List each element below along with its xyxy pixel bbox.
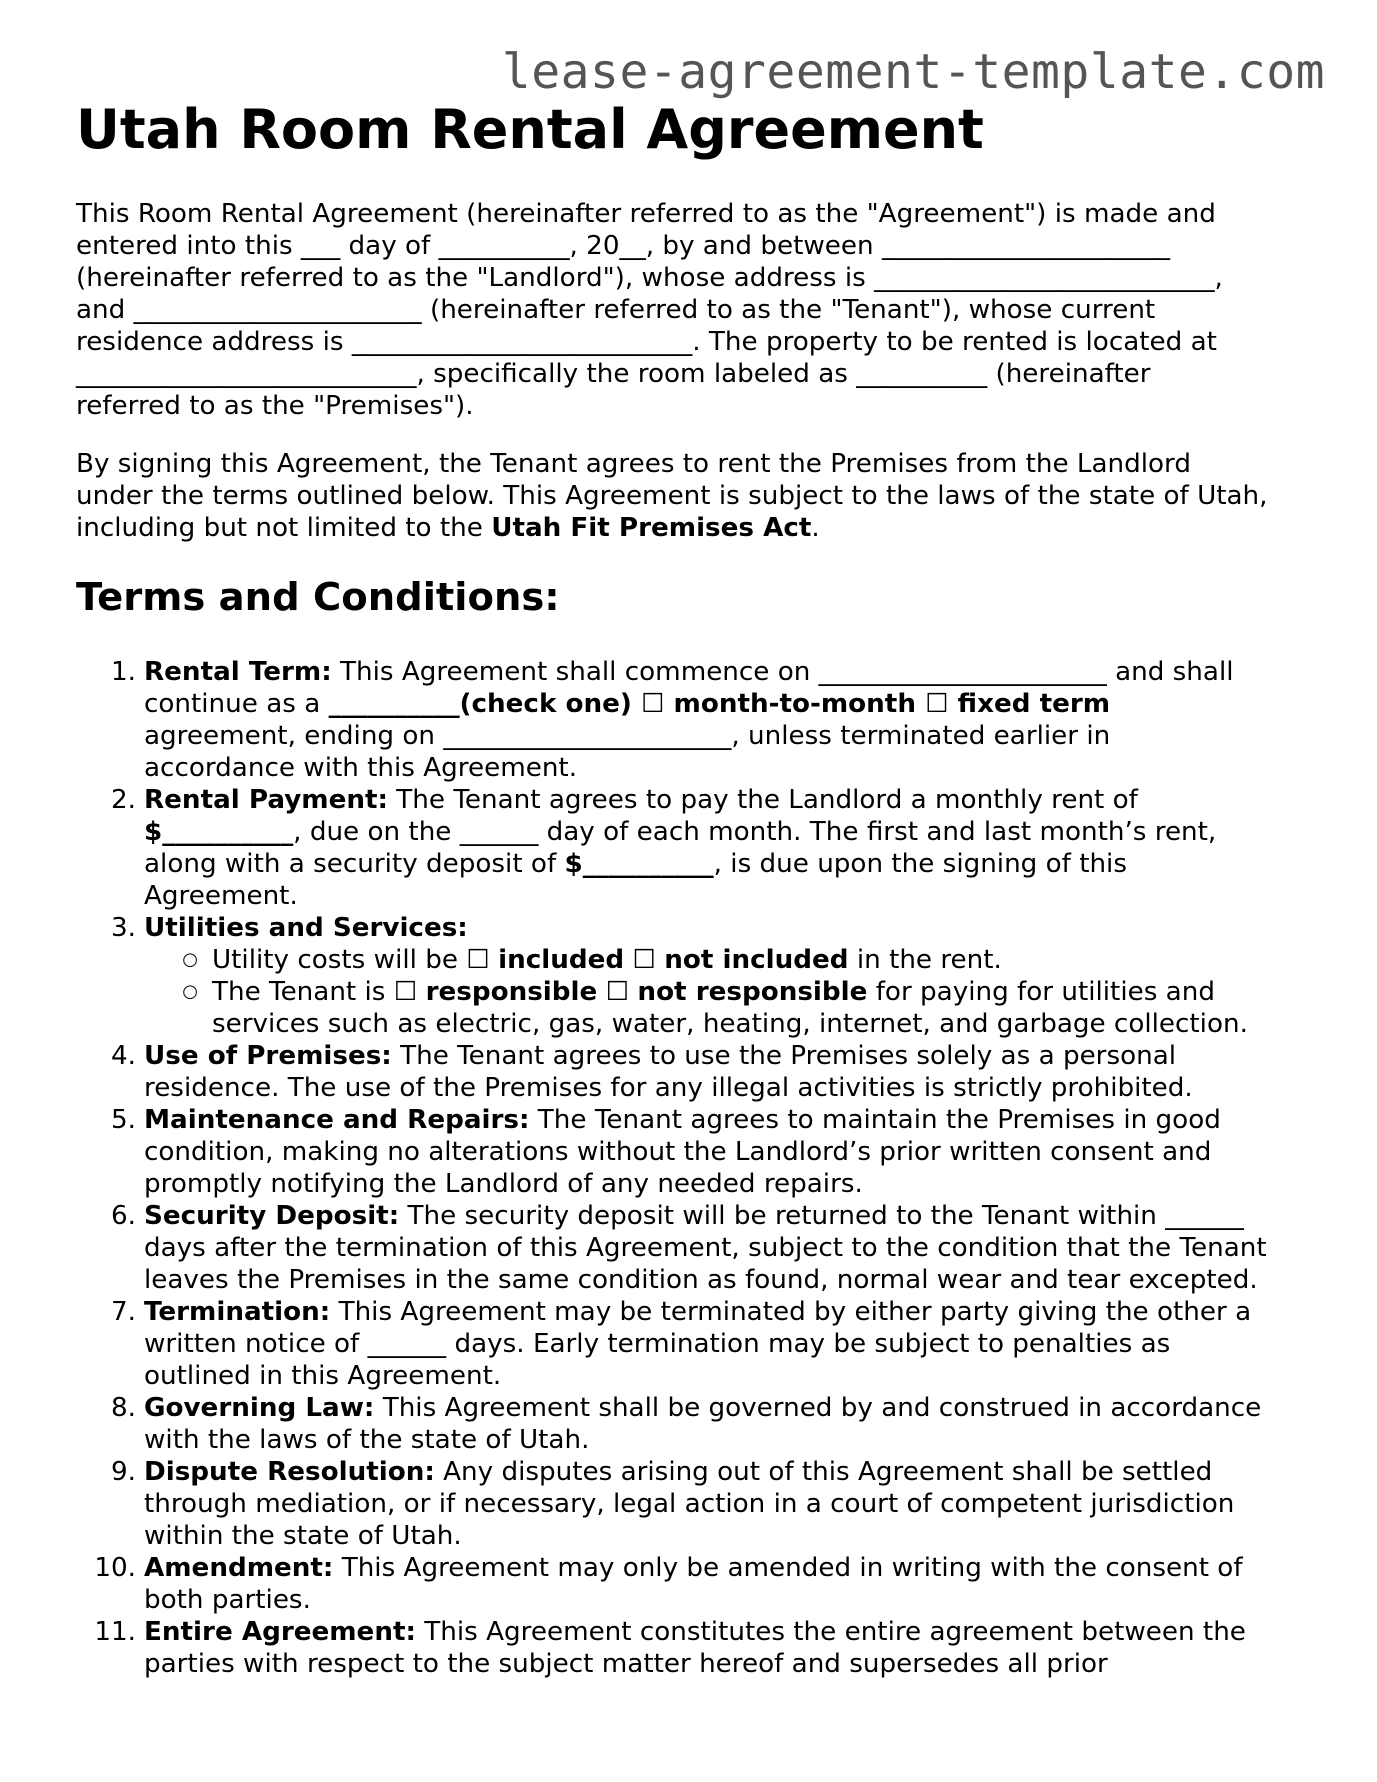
terms-heading: Terms and Conditions: [76, 575, 560, 620]
deposit-amount-blank: $__________ [564, 849, 714, 879]
term-text: This Agreement shall be governed by and construed in accordance [374, 1393, 1262, 1423]
term-rental-term [76, 656, 1316, 784]
term-text: within the state of Utah. [144, 1521, 462, 1551]
term-utilities [76, 912, 1316, 1040]
term-text: Any disputes arising out of this Agreement shall be settled [434, 1457, 1213, 1487]
term-text: Agreement. [144, 881, 298, 911]
term-text: Utility costs will be ☐ [212, 945, 499, 975]
term-amendment [76, 1552, 1316, 1616]
term-text: accordance with this Agreement. [144, 753, 578, 783]
term-text: both parties. [144, 1585, 311, 1615]
term-entire-agreement [76, 1616, 1316, 1680]
term-body [136, 656, 1316, 784]
option-not-included: not included [664, 945, 849, 975]
term-number: 11. [94, 1617, 136, 1647]
term-number: 9. [111, 1457, 136, 1487]
term-text: This Agreement may only be amended in writing with the consent of [333, 1553, 1243, 1583]
term-text: written notice of ______ days. Early termination may be subject to penalties as [144, 1329, 1171, 1359]
list-item-text [212, 944, 1316, 976]
agreement-line: under the terms outlined below. This Agreement is subject to the laws of the state of Utah, [76, 481, 1268, 511]
term-number: 3. [111, 913, 136, 943]
term-number: 8. [111, 1393, 136, 1423]
term-title: Rental Term: [144, 657, 332, 687]
term-text: residence. The use of the Premises for any illegal activities is strictly prohibited. [144, 1073, 1193, 1103]
circle-bullet-icon: ○ [182, 949, 198, 970]
term-body [136, 1296, 1316, 1392]
option-not-responsible: not responsible [637, 977, 868, 1007]
term-text: , due on the ______ day of each month. The first and last month’s rent, [293, 817, 1217, 847]
term-body [136, 1200, 1316, 1296]
term-text: through mediation, or if necessary, legal action in a court of competent jurisdiction [144, 1489, 1235, 1519]
intro-line: residence address is __________________________. The property to be rented is located at [76, 327, 1217, 357]
intro-line: This Room Rental Agreement (hereinafter referred to as the "Agreement") is made and [76, 199, 1216, 229]
term-title: Amendment: [144, 1553, 334, 1583]
term-text: The Tenant agrees to pay the Landlord a monthly rent of [387, 785, 1138, 815]
term-title: Rental Payment: [144, 785, 388, 815]
intro-line: (hereinafter referred to as the "Landlord"), whose address is __________________________, [76, 263, 1223, 293]
option-responsible: responsible [425, 977, 598, 1007]
document-title: Utah Room Rental Agreement [76, 98, 984, 161]
term-title: Dispute Resolution: [144, 1457, 435, 1487]
term-body [136, 1040, 1316, 1104]
list-item-text [212, 976, 1316, 1040]
term-governing-law [76, 1392, 1316, 1456]
term-type-options: __________(check one) ☐ month-to-month ☐ fixed term [328, 689, 1111, 719]
term-body [136, 1104, 1316, 1200]
term-body [136, 1456, 1316, 1552]
term-text: continue as a [144, 689, 329, 719]
term-title: Use of Premises: [144, 1041, 392, 1071]
term-number: 4. [111, 1041, 136, 1071]
site-watermark: lease-agreement-template.com [501, 44, 1325, 100]
term-text: This Agreement shall commence on ______________________ and shall [331, 657, 1234, 687]
utah-fit-premises-act: Utah Fit Premises Act [491, 513, 812, 543]
term-body [136, 784, 1316, 912]
term-text: The security deposit will be returned to the Tenant within ______ [399, 1201, 1244, 1231]
term-text: parties with respect to the subject matter hereof and supersedes all prior [144, 1649, 1108, 1679]
term-text: , is due upon the signing of this [713, 849, 1127, 879]
circle-bullet-icon: ○ [182, 981, 198, 1002]
agreement-line-suffix: . [811, 513, 820, 543]
term-text: outlined in this Agreement. [144, 1361, 502, 1391]
term-title: Governing Law: [144, 1393, 375, 1423]
term-text: in the rent. [848, 945, 1002, 975]
term-body [136, 1616, 1316, 1680]
agreement-line: By signing this Agreement, the Tenant agrees to rent the Premises from the Landlord [76, 449, 1191, 479]
rent-amount-blank: $__________ [144, 817, 294, 847]
term-number: 6. [111, 1201, 136, 1231]
term-text: This Agreement constitutes the entire agreement between the [415, 1617, 1246, 1647]
term-text: leaves the Premises in the same condition as found, normal wear and tear excepted. [144, 1265, 1258, 1295]
term-title: Security Deposit: [144, 1201, 400, 1231]
term-text: promptly notifying the Landlord of any needed repairs. [144, 1169, 863, 1199]
term-title: Entire Agreement: [144, 1617, 416, 1647]
term-body [136, 912, 1316, 1040]
term-termination [76, 1296, 1316, 1392]
term-use-of-premises [76, 1040, 1316, 1104]
term-text: services such as electric, gas, water, heating, internet, and garbage collection. [212, 1009, 1248, 1039]
term-number: 10. [94, 1553, 136, 1583]
checkbox-glyph: ☐ [624, 945, 665, 975]
term-title: Termination: [144, 1297, 331, 1327]
list-item [144, 976, 1316, 1040]
term-body [136, 1552, 1316, 1616]
term-text: The Tenant is ☐ [212, 977, 426, 1007]
intro-line: __________________________, specifically the room labeled as __________ (hereinafter [76, 359, 1151, 389]
checkbox-glyph: ☐ [597, 977, 638, 1007]
term-text: agreement, ending on ______________________, unless terminated earlier in [144, 721, 1111, 751]
intro-line: referred to as the "Premises"). [76, 391, 474, 421]
agreement-line-prefix: including but not limited to the [76, 513, 492, 543]
term-number: 7. [111, 1297, 136, 1327]
term-text: condition, making no alterations without the Landlord’s prior written consent and [144, 1137, 1212, 1167]
term-body [136, 1392, 1316, 1456]
term-rental-payment [76, 784, 1316, 912]
terms-list [76, 656, 1316, 1680]
term-text: This Agreement may be terminated by either party giving the other a [330, 1297, 1252, 1327]
term-text: with the laws of the state of Utah. [144, 1425, 590, 1455]
term-number: 2. [111, 785, 136, 815]
term-title: Maintenance and Repairs: [144, 1105, 530, 1135]
term-text: for paying for utilities and [867, 977, 1215, 1007]
term-number: 5. [111, 1105, 136, 1135]
utilities-sublist [144, 944, 1316, 1040]
list-item [144, 944, 1316, 976]
term-maintenance [76, 1104, 1316, 1200]
agreement-paragraph [76, 448, 1316, 544]
term-security-deposit [76, 1200, 1316, 1296]
intro-line: entered into this ___ day of __________, 20__, by and between ______________________ [76, 231, 1171, 261]
term-dispute-resolution [76, 1456, 1316, 1552]
term-text: along with a security deposit of [144, 849, 565, 879]
term-title: Utilities and Services: [144, 913, 468, 943]
intro-line: and ______________________ (hereinafter referred to as the "Tenant"), whose current [76, 295, 1156, 325]
term-text: The Tenant agrees to use the Premises solely as a personal [391, 1041, 1177, 1071]
option-included: included [498, 945, 625, 975]
term-text: The Tenant agrees to maintain the Premises in good [529, 1105, 1221, 1135]
term-number: 1. [111, 657, 136, 687]
term-text: days after the termination of this Agreement, subject to the condition that the Tenant [144, 1233, 1267, 1263]
intro-paragraph [76, 198, 1316, 422]
